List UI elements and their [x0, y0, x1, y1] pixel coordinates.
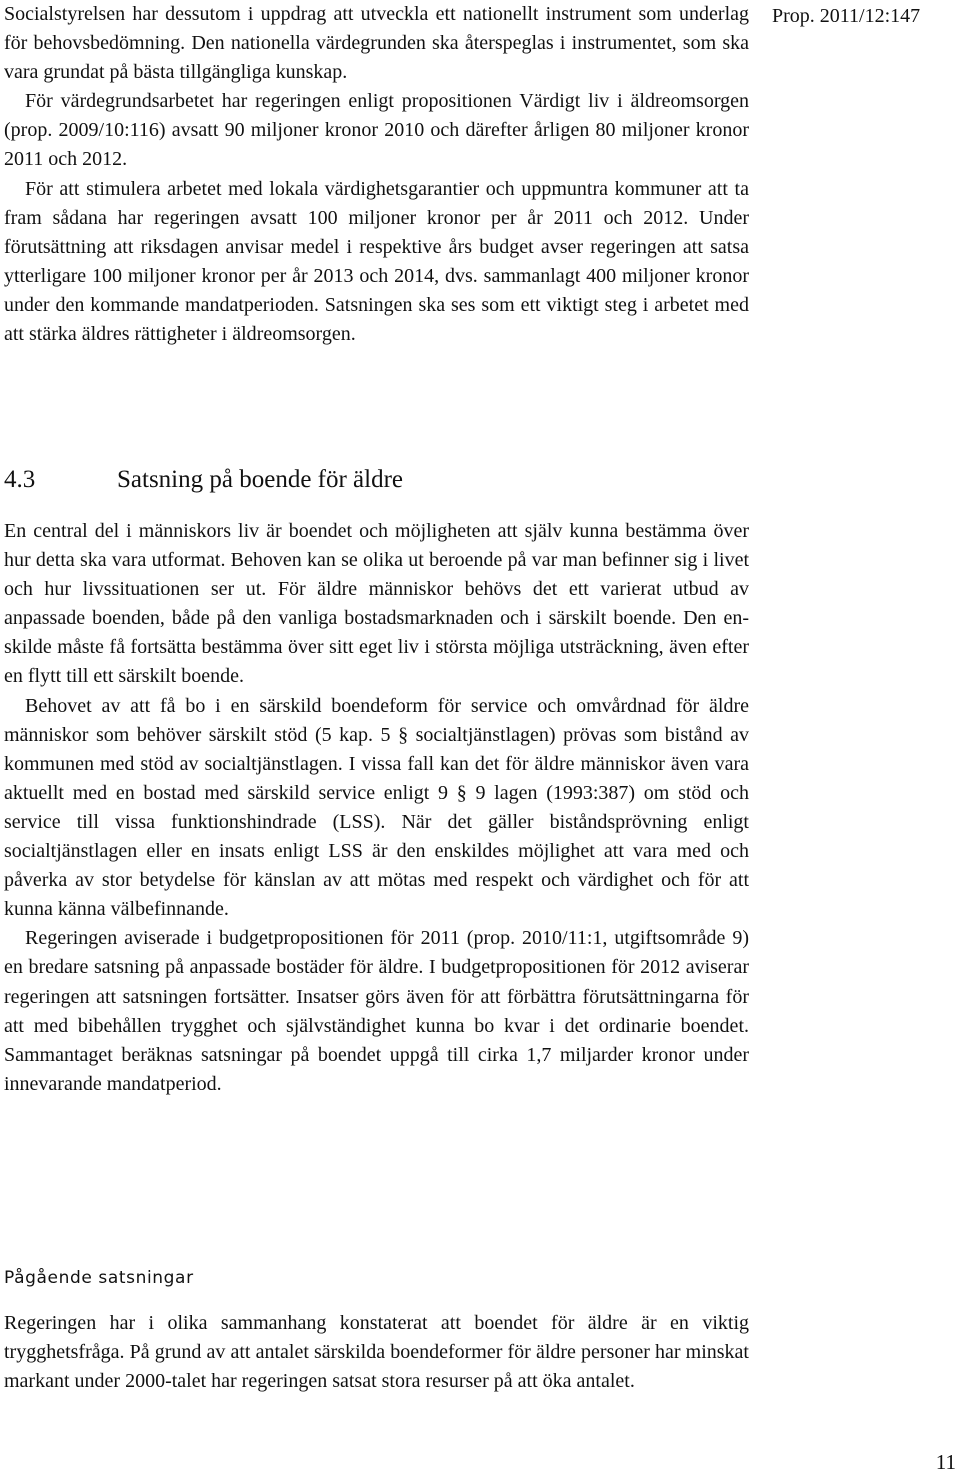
proposition-reference: Prop. 2011/12:147 — [772, 5, 921, 27]
text-block-section — [4, 517, 749, 1099]
paragraph: Regeringen har i olika sammanhang konstaterat att boendet för äldre är en viktig trygghetsfråga. På grund av att antalet särskilda boendeformer för äldre personer har minskat markant under 2000-talet har regeringen satsat stora resurser på att öka antalet. — [4, 1312, 749, 1393]
section-title: Satsning på boende för äldre — [117, 466, 404, 493]
text-block-subsection — [4, 1309, 749, 1396]
paragraph: För värdegrundsarbetet har regeringen enligt propositionen Värdigt liv i äldreomsorgen (prop. 2009/10:116) avsatt 90 miljoner kronor 2010 och därefter årligen 80 miljoner kronor 2011 och 2012. — [4, 90, 749, 171]
paragraph: Regeringen aviserade i budgetpropositionen för 2011 (prop. 2010/11:1, utgiftsområde 9) en bredare satsning på anpassade bostäder för äldre. I budgetpropositionen för 2012 aviserar regeringen att satsningen fortsätter. Insatser görs även för att förbättra förutsättningarna för att med bibehållen trygghet och självständighet kunna bo kvar i det ordinarie boendet. Sammantaget beräknas satsningar på boendet uppgå till cirka 1,7 miljarder kronor under innevarande mandatperiod. — [4, 927, 749, 1095]
paragraph: Socialstyrelsen har dessutom i uppdrag att utveckla ett nationellt instrument som underlag för behovsbedömning. Den nationella värdegrunden ska återspeglas i instrumentet, som ska vara grundat på bästa tillgängliga kunskap. — [4, 3, 749, 84]
paragraph: En central del i människors liv är boendet och möjligheten att själv kunna bestämma över hur detta ska vara utformat. Behoven kan se olika ut beroende på var man befinner sig i livet och hur livssituationen ser ut. För äldre människor behövs det ett varierat utbud av anpassade boenden, både på den vanliga bostadsmarknaden och i särskilt boende. Den enskilde måste få fortsätta bestämma över sitt eget liv i största möjliga utsträckning, även efter en flytt till ett särskilt boende. — [4, 520, 749, 688]
text-block-intro — [4, 0, 749, 349]
section-heading — [4, 462, 749, 498]
section-number: 4.3 — [4, 466, 36, 493]
paragraph: För att stimulera arbetet med lokala värdighetsgarantier och uppmuntra kommuner att ta fram sådana har regeringen avsatt 100 miljoner kronor per år 2011 och 2012. Under förutsättning att riksdagen anvisar medel i respektive års budget avser regeringen att satsa ytterligare 100 miljoner kronor per år 2013 och 2014, dvs. sammanlagt 400 miljoner kronor under den kommande mandatperioden. Satsningen ska ses som ett viktigt steg i arbetet med att stärka äldres rättigheter i äldreomsorgen. — [4, 177, 749, 346]
paragraph: Behovet av att få bo i en särskild boendeform för service och omvårdnad för äldre människor som behöver särskilt stöd (5 kap. 5 § socialtjänstlagen) prövas som bistånd av kommunen med stöd av socialtjänstlagen. I vissa fall kan det för äldre människor även vara aktuellt med en bostad med särskild service enligt 9 § 9 lagen (1993:387) om stöd och service till vissa funktionshindrade (LSS). När det gäller biståndsprövning enligt socialtjänstlagen eller en insats enligt LSS är den enskildes möjlighet att vara med och påverka av stor betydelse för känslan av att mötas med respekt och värdighet och för att kunna känna välbefinnande. — [4, 694, 749, 921]
subsection-heading: Pågående satsningar — [4, 1268, 194, 1288]
page-number: 11 — [935, 1450, 956, 1474]
